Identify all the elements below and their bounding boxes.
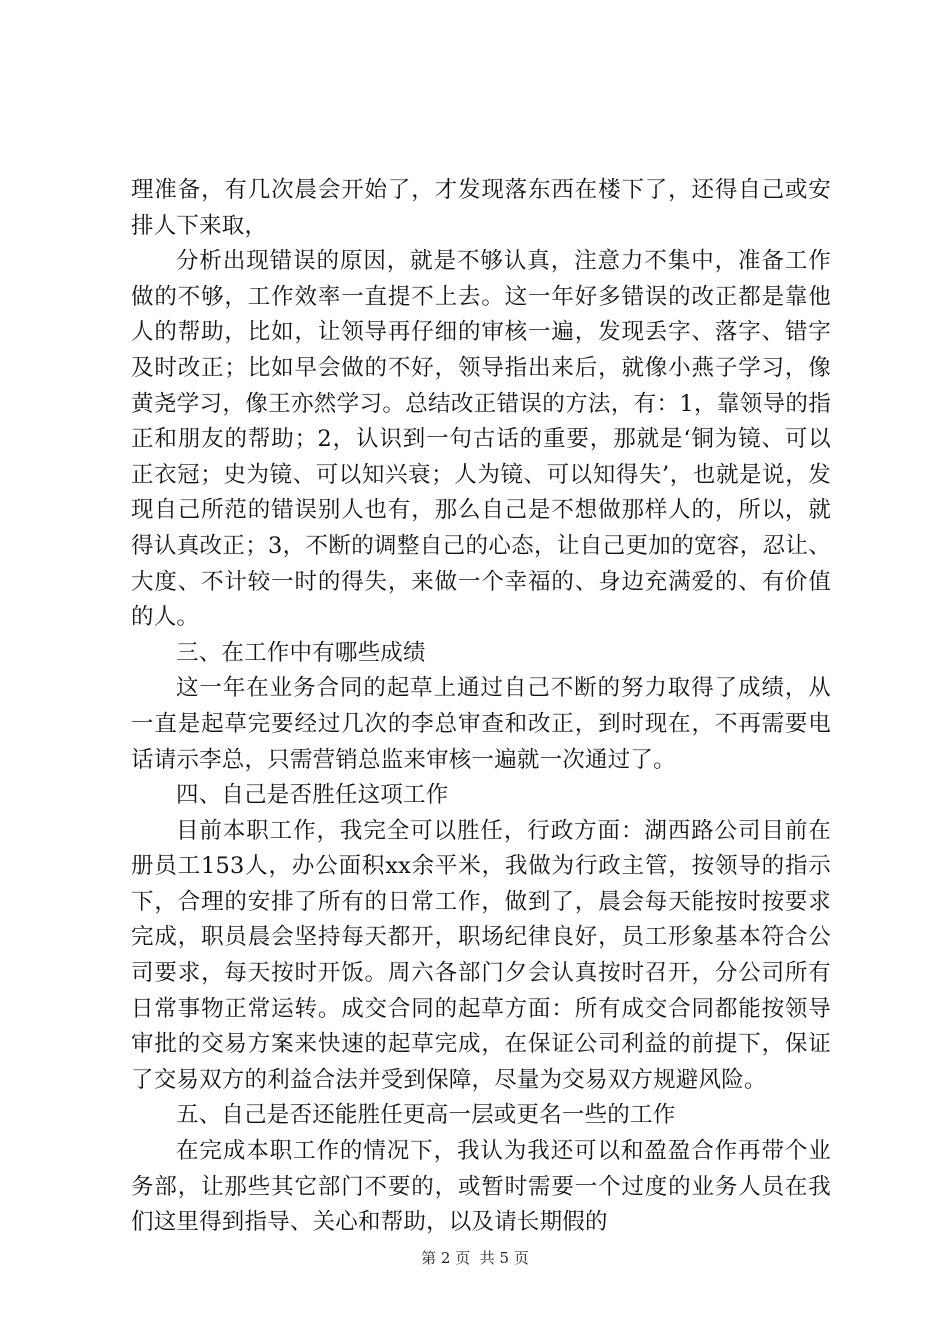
section-heading-competence: 四、自己是否胜任这项工作 xyxy=(176,782,449,809)
paragraph-error-analysis: 分析出现错误的原因，就是不够认真，注意力不集中，准备工作做的不够，工作效率一直提不上去。这一年好多错误的改正都是靠他人的帮助，比如，让领导再仔细的审核一遍，发现丢字、落字、错字及时改正；比如早会做的不好，领导指出来后，就像小燕子学习，像黄尧学习，像王亦然学习。总结改正错误的方法，有：1，靠领导的指正和朋友的帮助；2，认识到一句古话的重要，那就是‘铜为镜、可以正衣冠；史为镜、可以知兴衰；人为镜、可以知得失’，也就是说，发现自己所范的错误别人也有，那么自己是不想做那样人的，所以，就得认真改正；3，不断的调整自己的心态，让自己更加的宽容，忍让、大度、不计较一时的得失，来做一个幸福的、身边充满爱的、有价值的人。 xyxy=(131,248,831,631)
page-footer: 第 2 页 共 5 页 xyxy=(421,1249,529,1267)
document-body xyxy=(131,173,831,1241)
section-heading-higher-role: 五、自己是否还能胜任更高一层或更名一些的工作 xyxy=(176,1102,676,1129)
paragraph-higher-role: 在完成本职工作的情况下，我认为我还可以和盈盈合作再带个业务部，让那些其它部门不要的，或暂时需要一个过度的业务人员在我们这里得到指导、关心和帮助，以及请长期假的 xyxy=(131,1138,831,1236)
paragraph-competence: 目前本职工作，我完全可以胜任，行政方面：湖西路公司目前在册员工153人，办公面积xx余平米，我做为行政主管，按领导的指示下，合理的安排了所有的日常工作，做到了，晨会每天能按时按要求完成，职员晨会坚持每天都开，职场纪律良好，员工形象基本符合公司要求，每天按时开饭。周六各部门夕会认真按时召开，分公司所有日常事物正常运转。成交合同的起草方面：所有成交合同都能按领导审批的交易方案来快速的起草完成，在保证公司利益的前提下，保证了交易双方的利益合法并受到保障，尽量为交易双方规避风险。 xyxy=(131,817,831,1093)
section-heading-achievements: 三、在工作中有哪些成绩 xyxy=(176,639,426,666)
paragraph-continuation: 理准备，有几次晨会开始了，才发现落东西在楼下了，还得自己或安排人下来取， xyxy=(131,177,831,239)
paragraph-achievements: 这一年在业务合同的起草上通过自己不断的努力取得了成绩，从一直是起草完要经过几次的李总审查和改正，到时现在，不再需要电话请示李总，只需营销总监来审核一遍就一次通过了。 xyxy=(131,675,831,773)
